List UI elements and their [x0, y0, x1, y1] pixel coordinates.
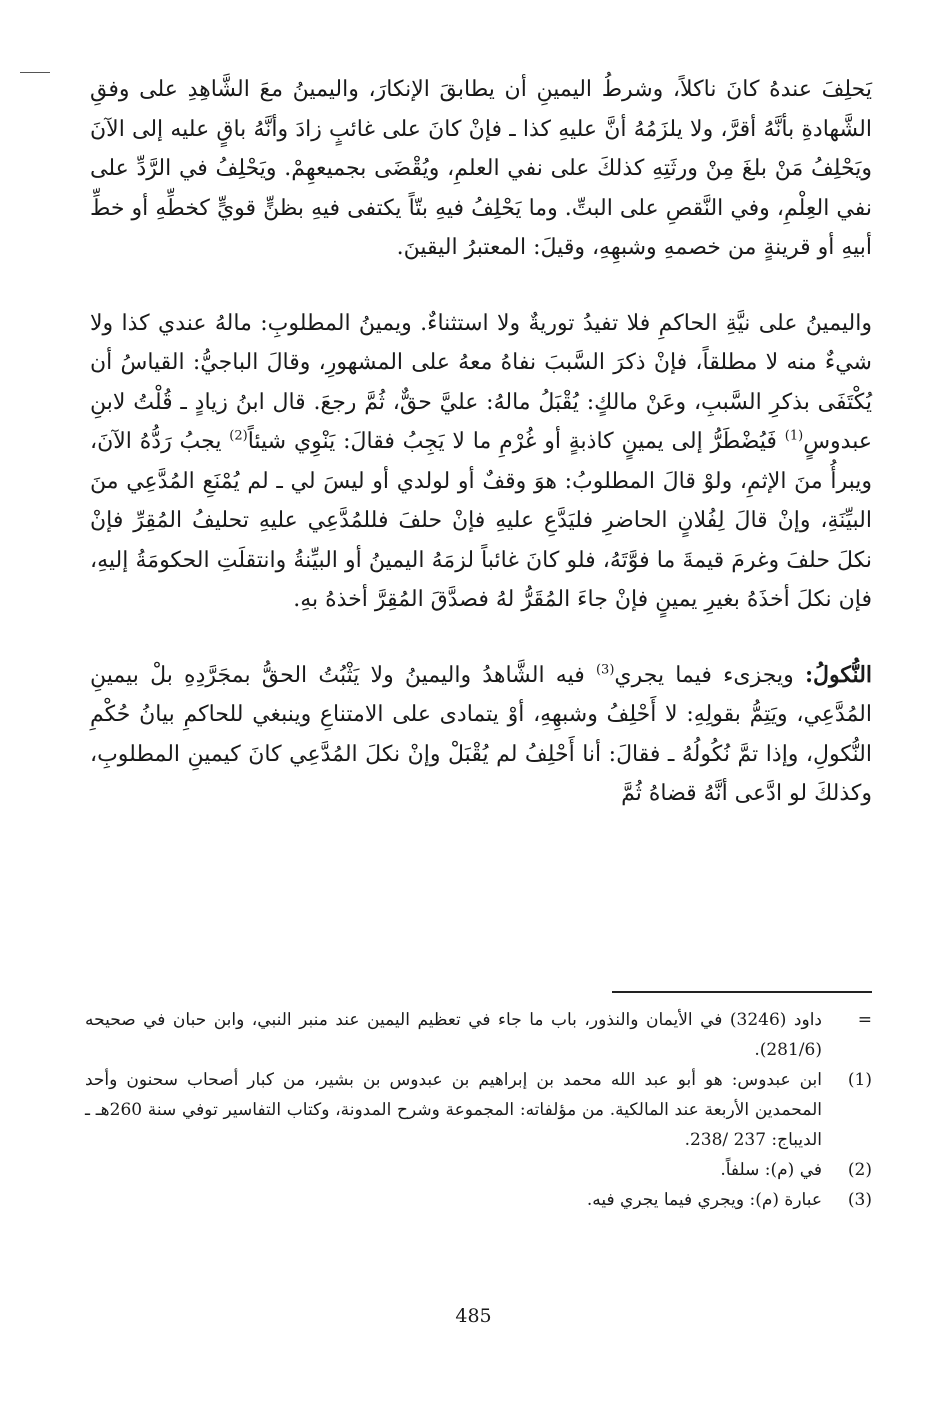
- footnote-marker: =: [857, 1010, 872, 1030]
- margin-mark: [20, 72, 50, 73]
- paragraph-3-text-b: فيه الشَّاهدُ واليمينُ ولا يَثْبُتُ الحقُّ بمجَرَّدِهِ بلْ بيمينِ المُدَّعِي، ويَتِمُّ بقولِهِ: لا أَحْلِفُ وشبهِهِ، أوْ يتمادى على الامتناعِ وينبغي للحاكمِ بيانُ حُكْمِ النُّكولِ، وإذا تمَّ نُكُولُهُ ـ فقالَ: أنا أَحْلِفُ لم يُقْبَلْ وإنْ نكلَ المُدَّعِي كانَ كيمينِ المطلوبِ، وكذلكَ لو ادَّعى أنَّهُ قضاهُ ثُمَّ: [90, 662, 872, 806]
- paragraph-3: [90, 656, 872, 814]
- paragraph-1: [90, 70, 872, 268]
- paragraph-2-text-b: فَيُضْطَرُّ إلى يمينٍ كاذبةٍ أو غُرْمِ ما لا يَجِبُ فقالَ: يَنْوِي شيئاً: [247, 429, 785, 454]
- footnote-text: في (م): سلفاً.: [720, 1160, 822, 1180]
- footnote-text: داود (3246) في الأيمان والنذور، باب ما جاء في تعظيم اليمين عند منبر النبي، وابن حبان في صحيحه (281/6).: [85, 1010, 822, 1060]
- paragraph-2: [90, 304, 872, 620]
- footnote-marker: (1): [847, 1070, 872, 1090]
- footnote-marker: (3): [847, 1190, 872, 1210]
- footnote-2: [85, 1155, 872, 1185]
- footnote-3: [85, 1185, 872, 1215]
- paragraph-2-text-c: يجبُ رَدُّهُ الآنَ، ويبرأُ منَ الإثمِ، ولوْ قالَ المطلوبُ: هوَ وقفٌ أو لولدي أو ليسَ لي ـ لم يُمْنَعِ المُدَّعِي منَ البيِّنَةِ، وإنْ قالَ لِفُلانٍ الحاضرِ فليَدَّعِ عليهِ فإنْ حلفَ فللمُدَّعِي عليهِ تحليفُ المُقِرِّ فإنْ نكلَ حلفَ وغرمَ قيمةَ ما فوَّتَهُ، فلو كانَ غائباً لزمَهُ اليمينُ أو البيِّنةُ وانتقلَتِ الحكومَةُ إليهِ، فإن نكلَ أخذَهُ بغيرِ يمينٍ فإنْ جاءَ المُقَرُّ لهُ فصدَّقَ المُقِرَّ أخذهُ بهِ.: [90, 429, 872, 612]
- section-term: النُّكولُ:: [804, 661, 873, 688]
- footnote-continuation: [85, 1005, 872, 1065]
- footnote-ref-1: (1): [784, 428, 804, 444]
- main-text: [90, 70, 872, 814]
- footnote-1: [85, 1065, 872, 1155]
- footnote-text: ابن عبدوس: هو أبو عبد الله محمد بن إبراهيم بن عبدوس بن بشير، من كبار أصحاب سحنون وأحد المحمدين الأربعة عند المالكية. من مؤلفاته: المجموعة وشرح المدونة، وكتاب التفاسير توفي سنة 260هـ ـ الديباج: 237 /238.: [85, 1070, 822, 1150]
- footnote-text: عبارة (م): ويجري فيما يجري فيه.: [586, 1190, 822, 1210]
- footnote-ref-3: (3): [595, 662, 615, 678]
- footnote-marker: (2): [847, 1160, 872, 1180]
- paragraph-1-text: يَحلِفَ عندهُ كانَ ناكلاً، وشرطُ اليمينِ أن يطابقَ الإنكارَ، واليمينُ معَ الشَّاهِدِ على وفقِ الشَّهادةِ بأنَّهُ أقرَّ، ولا يلزَمُهُ أنَّ عليهِ كذا ـ فإنْ كانَ على غائبٍ زادَ وأنَّهُ باقٍ عليه إلى الآنَ ويَحْلِفُ مَنْ بلغَ مِنْ ورثَتِهِ كذلكَ على نفي العلمِ، ويُقْضَى بجميعهِمْ. ويَحْلِفُ في الرَّدِّ على نفي العِلْمِ، وفي النَّقصِ على البتِّ. وما يَحْلِفُ فيهِ بتّاً يكتفى فيهِ بظنٍّ قويٍّ كخطِّهِ أو خطِّ أبيهِ أو قرينةٍ من خصمهِ وشبهِهِ، وقيلَ: المعتبرُ اليقينَ.: [90, 77, 872, 260]
- footnote-ref-2: (2): [229, 428, 248, 444]
- paragraph-2-text-a: واليمينُ على نيَّةِ الحاكمِ فلا تفيدُ توريةٌ ولا استثناءٌ. ويمينُ المطلوبِ: مالهُ عندي كذا ولا شيءٌ منه لا مطلقاً، فإنْ ذكرَ السَّببَ نفاهُ معهُ على المشهورِ، وقالَ الباجيُّ: القياسُ أن يُكْتَفَى بذكرِ السَّببِ، وعَنْ مالكٍ: يُقْبَلُ مالهُ: عليَّ حقٌّ، ثُمَّ رجعَ. قال ابنُ زيادٍ ـ قُلْتُ لابنِ عبدوسٍ: [90, 310, 872, 454]
- paragraph-3-text-a: ويجزىء فيما يجري: [614, 662, 805, 688]
- footnote-divider: [612, 991, 872, 993]
- footnotes: [85, 1005, 872, 1215]
- page-number: 485: [455, 1305, 492, 1327]
